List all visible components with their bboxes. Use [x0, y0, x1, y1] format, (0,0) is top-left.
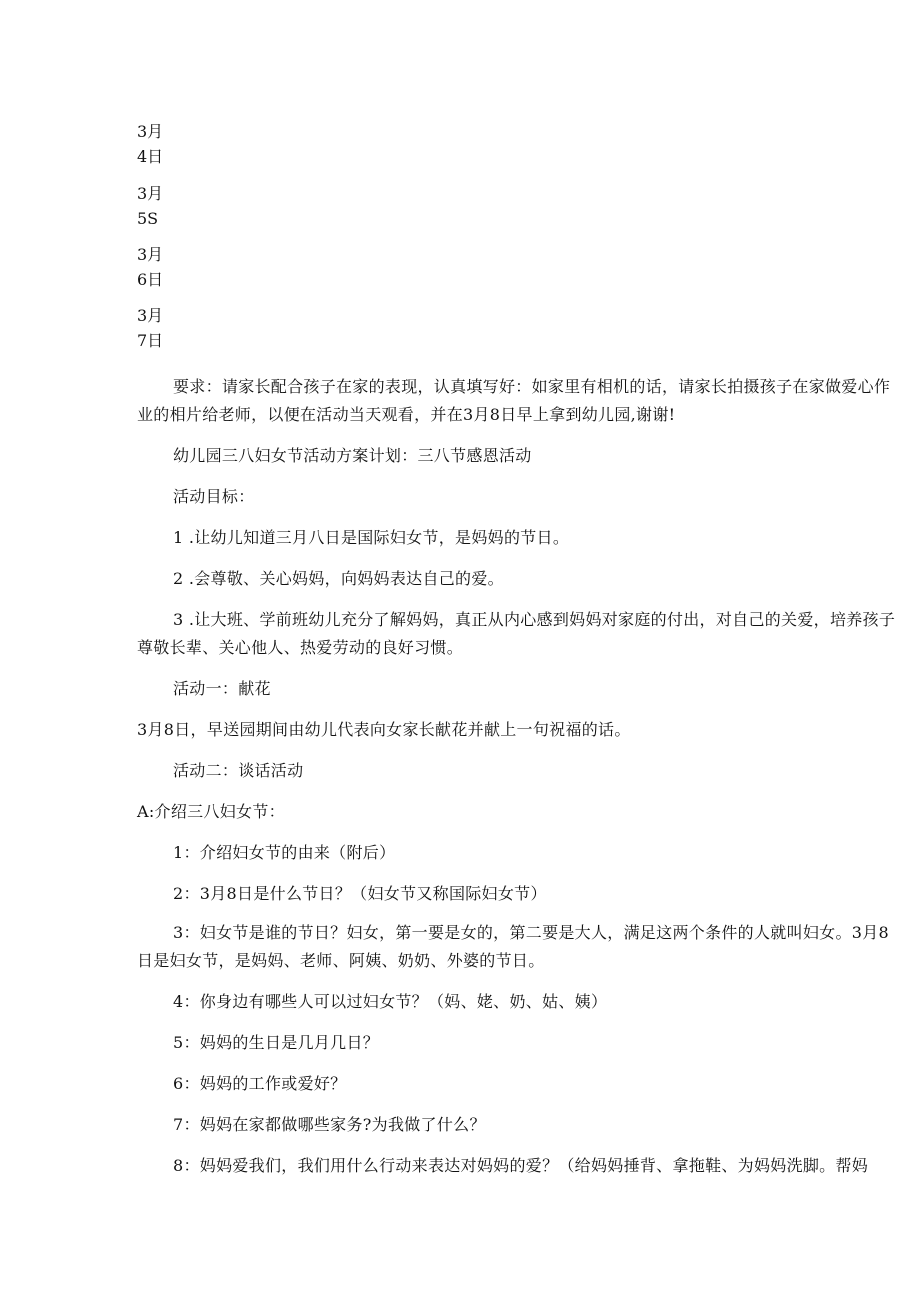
- discussion-item: 8：妈妈爱我们，我们用什么行动来表达对妈妈的爱？（给妈妈捶背、拿拖鞋、为妈妈洗脚。帮妈: [173, 1156, 869, 1175]
- date-entry: [137, 181, 163, 231]
- date-month: 3月: [137, 245, 164, 264]
- date-month: 3月: [137, 184, 164, 203]
- goal-item: 3 .让大班、学前班幼儿充分了解妈妈，真正从内心感到妈妈对家庭的付出，对自己的关爱，培养孩子尊敬长辈、关心他人、热爱劳动的良好习惯。: [137, 610, 896, 657]
- date-month: 3月: [137, 306, 164, 325]
- section-heading-activity-1: 活动一：献花: [173, 679, 271, 698]
- activity-1-description: 3月8日，早送园期间由幼儿代表向女家长献花并献上一句祝福的话。: [137, 720, 631, 739]
- subsection-heading: A:介绍三八妇女节：: [137, 802, 285, 821]
- section-heading-goals: 活动目标：: [173, 487, 255, 506]
- requirement-paragraph: 要求：请家长配合孩子在家的表现，认真填写好：如家里有相机的话，请家长拍摄孩子在家做爱心作业的相片给老师，以便在活动当天观看，并在3月8日早上拿到幼儿园,谢谢!: [137, 377, 891, 424]
- date-day: 7日: [137, 331, 164, 350]
- date-entry: [137, 242, 163, 292]
- goal-item: 2 .会尊敬、关心妈妈，向妈妈表达自己的爱。: [173, 569, 504, 588]
- date-day: 4日: [137, 147, 164, 166]
- date-day: 5S: [137, 209, 159, 228]
- plan-title: 幼儿园三八妇女节活动方案计划：三八节感恩活动: [173, 446, 532, 465]
- section-heading-activity-2: 活动二：谈话活动: [173, 761, 304, 780]
- date-month: 3月: [137, 122, 164, 141]
- discussion-item: 2：3月8日是什么节日？（妇女节又称国际妇女节）: [173, 884, 547, 903]
- goal-item: 1 .让幼儿知道三月八日是国际妇女节，是妈妈的节日。: [173, 528, 570, 547]
- date-entry: [137, 303, 163, 353]
- date-day: 6日: [137, 270, 164, 289]
- discussion-item: 1：介绍妇女节的由来（附后）: [173, 843, 396, 862]
- date-entry: [137, 119, 163, 169]
- discussion-item: 6：妈妈的工作或爱好？: [173, 1074, 347, 1093]
- discussion-item: 4：你身边有哪些人可以过妇女节？（妈、姥、奶、姑、姨）: [173, 992, 608, 1011]
- discussion-item: 3：妇女节是谁的节日？妇女，第一要是女的，第二要是大人，满足这两个条件的人就叫妇女。3月8日是妇女节，是妈妈、老师、阿姨、奶奶、外婆的节日。: [137, 923, 890, 970]
- discussion-item: 7：妈妈在家都做哪些家务?为我做了什么？: [173, 1115, 486, 1134]
- discussion-item: 5：妈妈的生日是几月几日？: [173, 1033, 380, 1052]
